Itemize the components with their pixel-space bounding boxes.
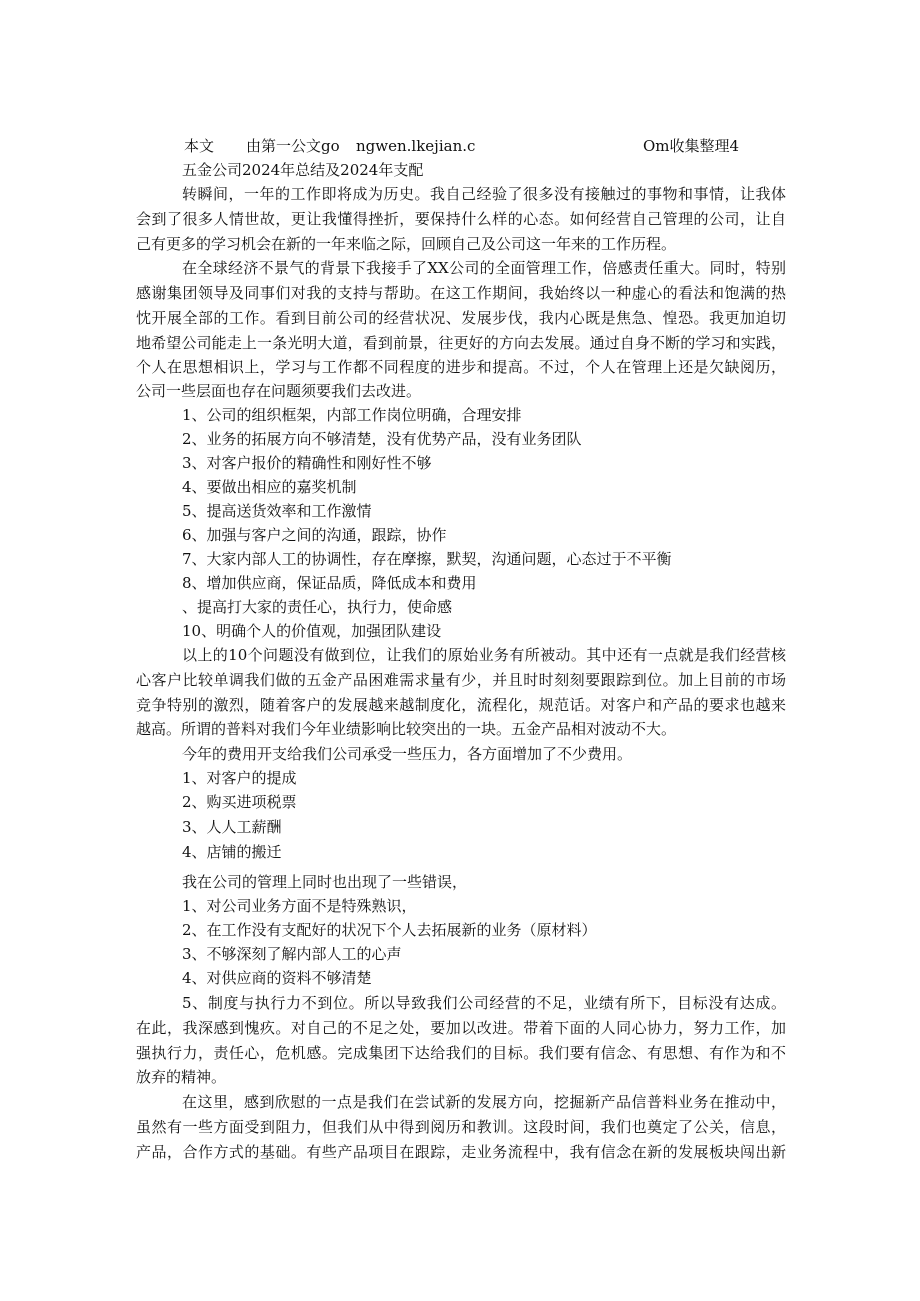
paragraph-line: 放弃的精神。 bbox=[136, 1068, 227, 1086]
list-item: 1、对公司业务方面不是特殊熟识， bbox=[182, 897, 417, 915]
paragraph-line: 产品，合作方式的基础。有些产品项目在跟踪，走业务流程中，我有信念在新的发展板块闯出新 bbox=[136, 1143, 786, 1161]
document-title: 五金公司2024年总结及2024年支配 bbox=[182, 161, 424, 179]
list-item: 6、加强与客户之间的沟通，跟踪，协作 bbox=[182, 526, 447, 544]
list-item: 4、要做出相应的嘉奖机制 bbox=[182, 478, 357, 496]
list-item: 3、人人工薪酬 bbox=[182, 818, 282, 836]
document-header bbox=[136, 134, 786, 158]
paragraph-line: 个人在思想相识上，学习与工作都不同程度的进步和提高。不过，个人在管理上还是欠缺阅历， bbox=[136, 358, 786, 376]
list-item: 3、对客户报价的精确性和刚好性不够 bbox=[182, 454, 432, 472]
header-segment-4: Om收集整理4 bbox=[643, 137, 740, 155]
list-item: 4、对供应商的资料不够清楚 bbox=[182, 969, 372, 987]
list-item: 8、增加供应商，保证品质，降低成本和费用 bbox=[182, 574, 477, 592]
paragraph-line: 强执行力，责任心，危机感。完成集团下达给我们的目标。我们要有信念、有思想、有作为和不 bbox=[136, 1044, 786, 1062]
paragraph-line: 以上的10个问题没有做到位，让我们的原始业务有所被动。其中还有一点就是我们经营核 bbox=[182, 646, 786, 664]
paragraph-line: 5、制度与执行力不到位。所以导致我们公司经营的不足，业绩有所下，目标没有达成。 bbox=[182, 994, 786, 1012]
paragraph-line: 转瞬间，一年的工作即将成为历史。我自己经验了很多没有接触过的事物和事情，让我体 bbox=[182, 185, 786, 203]
paragraph-line: 在此，我深感到愧疚。对自己的不足之处，要加以改进。带着下面的人同心协力，努力工作，加 bbox=[136, 1019, 786, 1037]
list-item: 7、大家内部人工的协调性，存在摩擦，默契，沟通问题，心态过于不平衡 bbox=[182, 550, 672, 568]
paragraph-line: 地希望公司能走上一条光明大道，看到前景，往更好的方向去发展。通过自身不断的学习和实践， bbox=[136, 334, 786, 352]
header-segment-1: 本文 bbox=[184, 137, 215, 155]
list-item: 、提高打大家的责任心，执行力，使命感 bbox=[182, 598, 453, 616]
list-item: 2、购买进项税票 bbox=[182, 793, 297, 811]
paragraph-line: 今年的费用开支给我们公司承受一些压力，各方面增加了不少费用。 bbox=[182, 745, 633, 763]
list-item: 2、在工作没有支配好的状况下个人去拓展新的业务（原材料） bbox=[182, 921, 597, 939]
paragraph-line: 虽然有一些方面受到阻力，但我们从中得到阅历和教训。这段时间，我们也奠定了公关，信息， bbox=[136, 1118, 786, 1136]
list-item: 5、提高送货效率和工作激情 bbox=[182, 502, 372, 520]
header-segment-2: 由第一公文go bbox=[246, 137, 340, 155]
header-segment-3: ngwen.lkejian.c bbox=[356, 137, 476, 155]
paragraph-line: 在这里，感到欣慰的一点是我们在尝试新的发展方向，挖掘新产品信普料业务在推动中， bbox=[182, 1093, 786, 1111]
paragraph-line: 在全球经济不景气的背景下我接手了XX公司的全面管理工作，倍感责任重大。同时，特别 bbox=[182, 259, 786, 277]
paragraph-line: 我在公司的管理上同时也出现了一些错误， bbox=[182, 873, 468, 891]
list-item: 2、业务的拓展方向不够清楚，没有优势产品，没有业务团队 bbox=[182, 430, 582, 448]
list-item: 1、对客户的提成 bbox=[182, 769, 297, 787]
paragraph-line: 竞争特别的激烈，随着客户的发展越来越制度化，流程化，规范话。对客户和产品的要求也越来 bbox=[136, 696, 786, 714]
paragraph-line: 心客户比较单调我们做的五金产品困难需求量有少，并且时时刻刻要跟踪到位。加上目前的市场 bbox=[136, 671, 786, 689]
list-item: 3、不够深刻了解内部人工的心声 bbox=[182, 945, 402, 963]
list-item: 10、明确个人的价值观，加强团队建设 bbox=[182, 622, 442, 640]
list-item: 1、公司的组织框架，内部工作岗位明确，合理安排 bbox=[182, 406, 522, 424]
paragraph-line: 会到了很多人情世故，更让我懂得挫折，要保持什么样的心态。如何经营自己管理的公司，让自 bbox=[136, 210, 786, 228]
paragraph-line: 己有更多的学习机会在新的一年来临之际，回顾自己及公司这一年来的工作历程。 bbox=[136, 235, 677, 253]
list-item: 4、店铺的搬迁 bbox=[182, 843, 282, 861]
paragraph-line: 越高。所谓的普料对我们今年业绩影响比较突出的一块。五金产品相对波动不大。 bbox=[136, 720, 677, 738]
paragraph-line: 感谢集团领导及同事们对我的支持与帮助。在这工作期间，我始终以一种虚心的看法和饱满的热 bbox=[136, 284, 786, 302]
paragraph-line: 忱开展全部的工作。看到目前公司的经营状况、发展步伐，我内心既是焦急、惶恐。我更加迫切 bbox=[136, 309, 786, 327]
paragraph-line: 公司一些层面也存在问题须要我们去改进。 bbox=[136, 382, 422, 400]
